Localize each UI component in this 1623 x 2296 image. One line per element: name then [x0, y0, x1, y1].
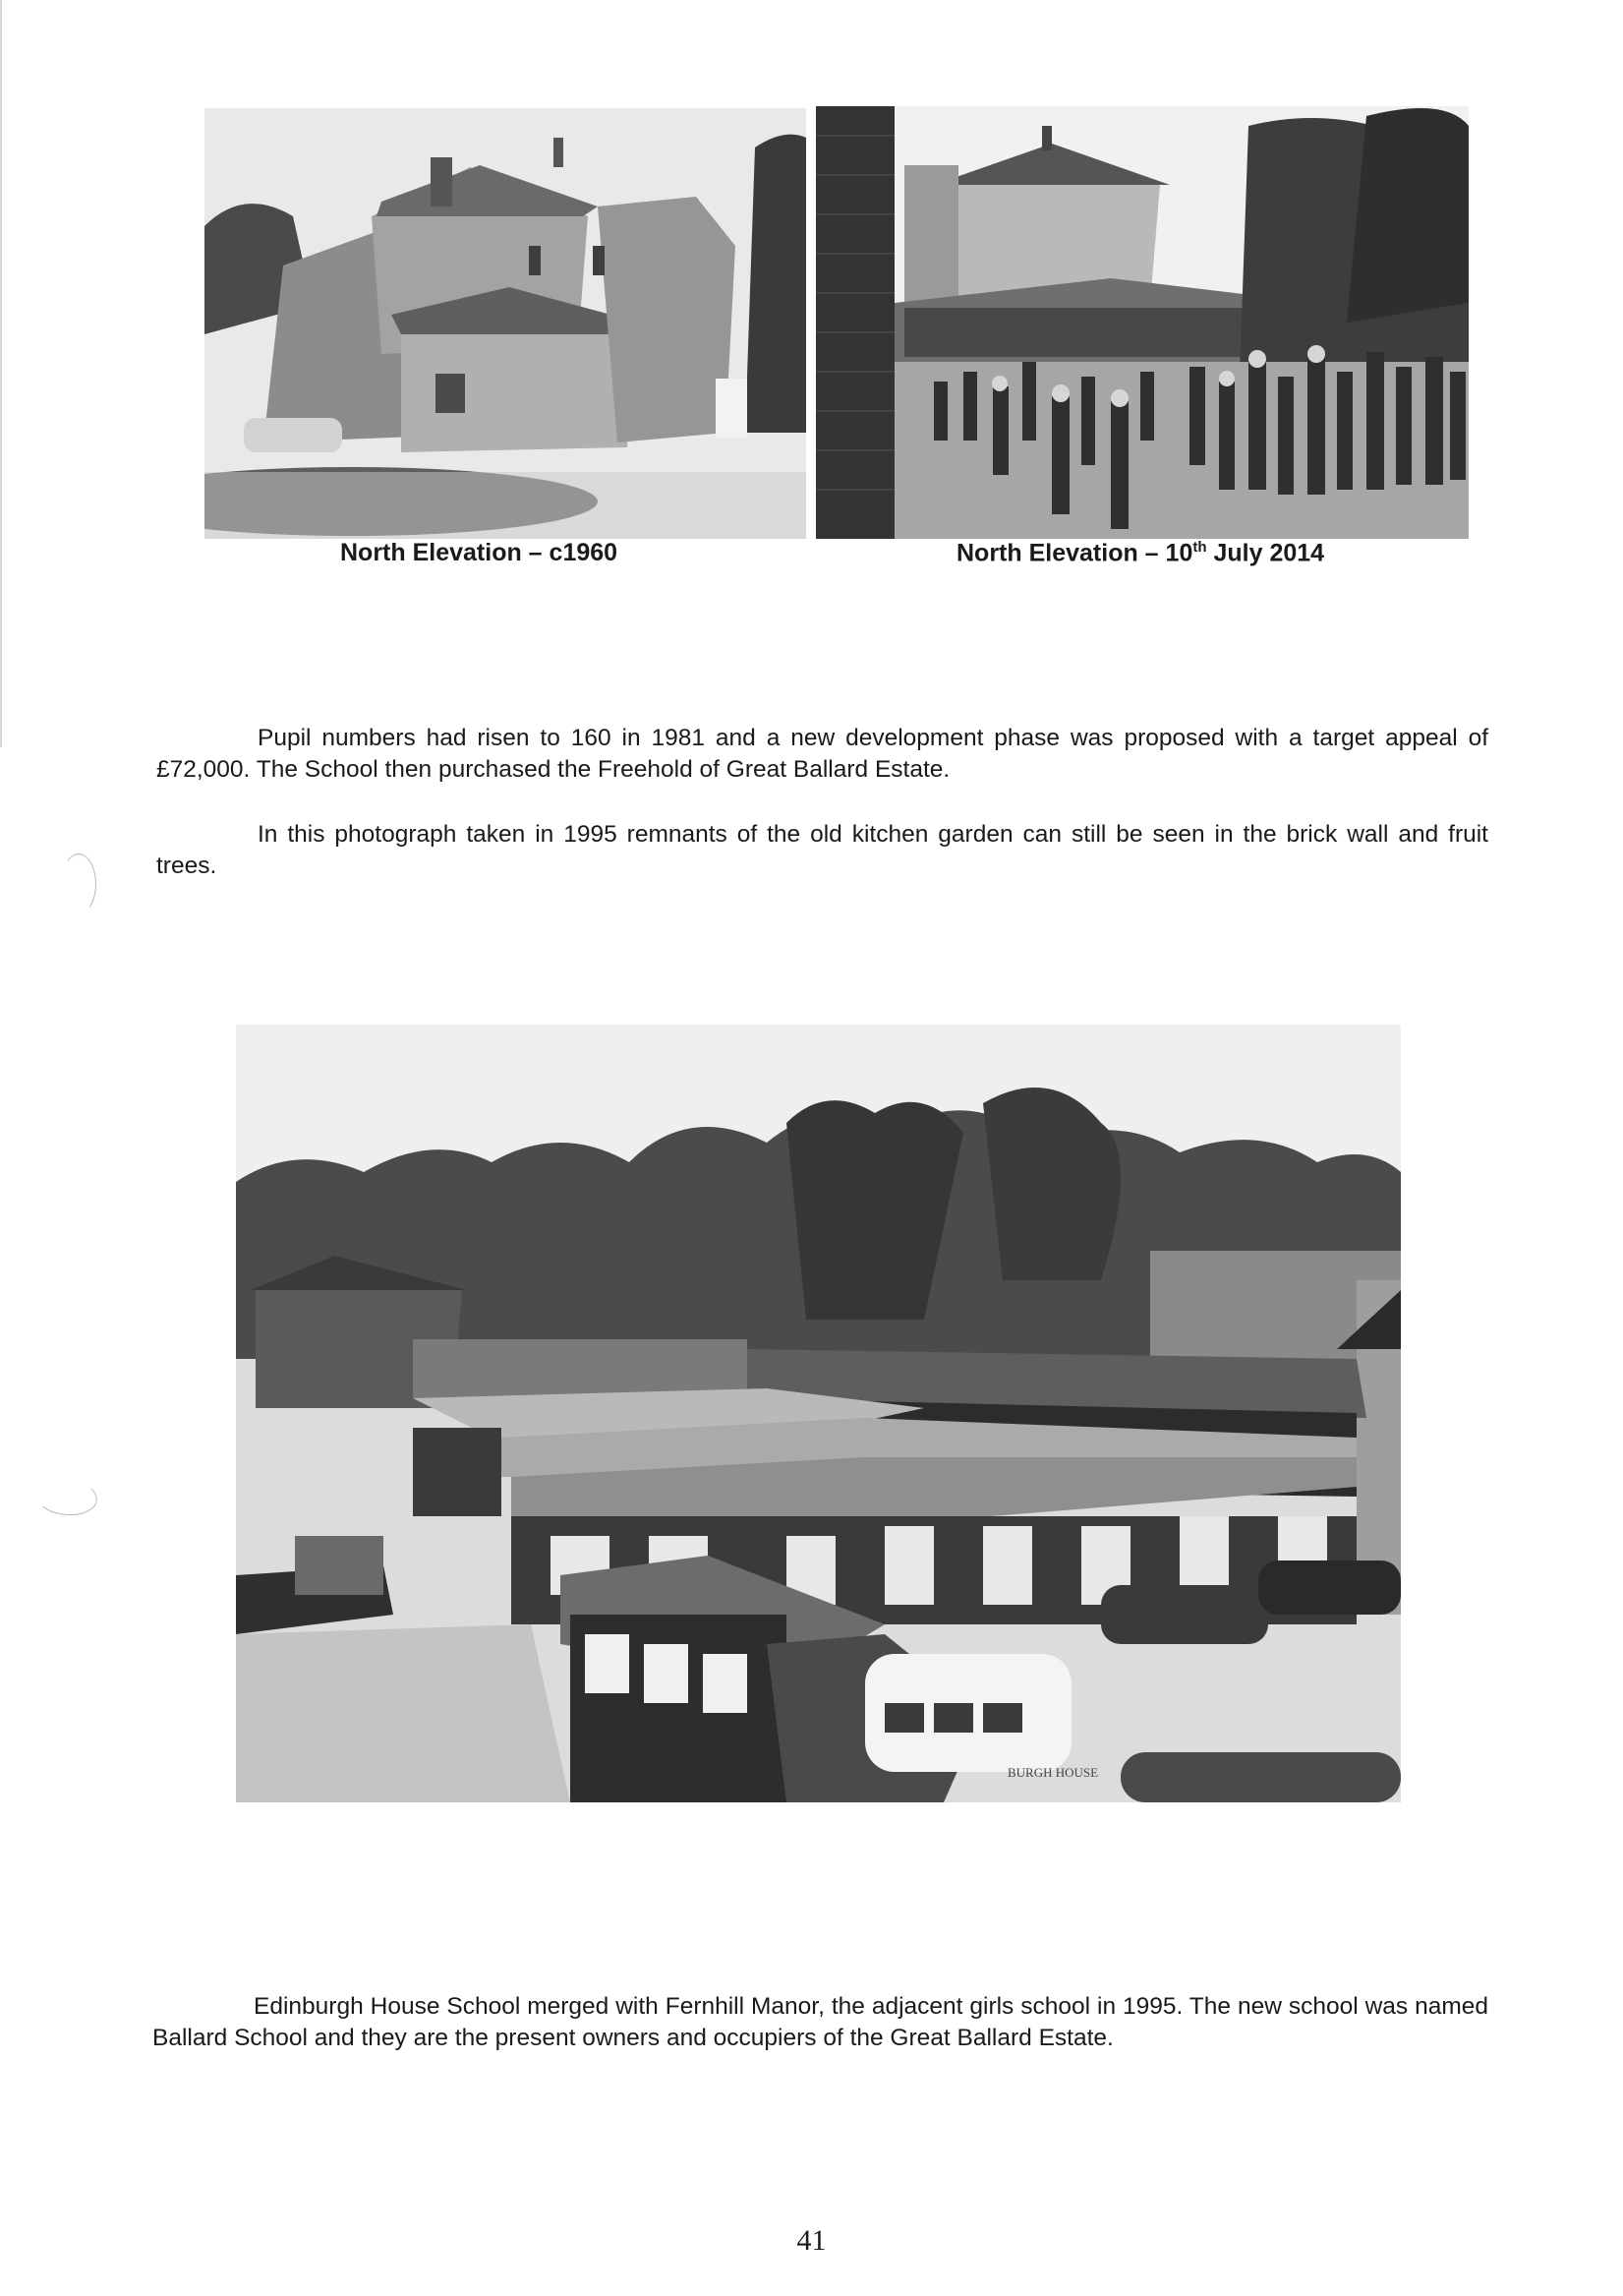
page-edge [0, 0, 2, 747]
paragraph-photo-1995: In this photograph taken in 1995 remnants of the old kitchen garden can still be seen in the brick wall and fruit trees. [156, 821, 1488, 879]
punch-hole-bottom [35, 1477, 99, 1517]
photo-school-1995 [236, 1025, 1401, 1802]
paragraph-merger: Edinburgh House School merged with Fernhill Manor, the adjacent girls school in 1995. The new school was named Ballard School and they are the present owners and occupiers of the Great Ballard Estate. [152, 1993, 1488, 2051]
punch-hole-top [61, 854, 96, 914]
photo-north-elevation-1960 [204, 108, 806, 539]
page-number: 41 [796, 2224, 827, 2257]
bus-sign-text: BURGH HOUSE [1008, 1765, 1099, 1780]
photo-caption-1960: North Elevation – c1960 [340, 539, 618, 566]
photo-caption-2014: North Elevation – 10th July 2014 [956, 539, 1325, 567]
photo-north-elevation-2014 [816, 106, 1469, 539]
paragraph-pupil-numbers: Pupil numbers had risen to 160 in 1981 and a new development phase was proposed with a target appeal of £72,000. The School then purchased the Freehold of Great Ballard Estate. [156, 725, 1488, 783]
